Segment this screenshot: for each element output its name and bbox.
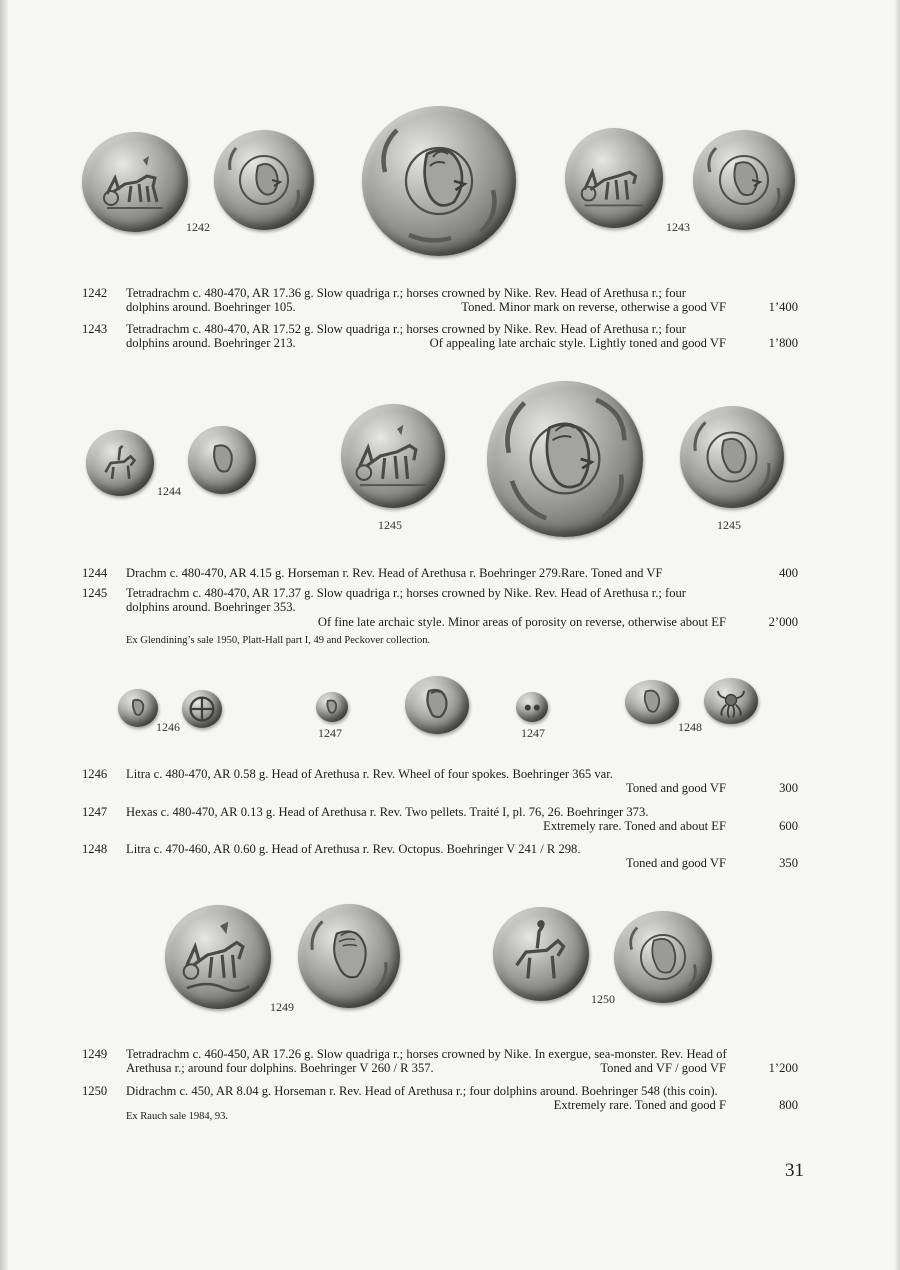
lot-price: 600 bbox=[779, 819, 798, 833]
wheel-image bbox=[182, 690, 222, 728]
lot-number: 1243 bbox=[82, 322, 108, 336]
coin-1243-obverse bbox=[565, 128, 663, 228]
page-number: 31 bbox=[785, 1160, 804, 1181]
coin-1250-reverse bbox=[614, 911, 712, 1003]
lot-condition: Toned and good VF bbox=[626, 781, 726, 795]
lot-1246 bbox=[82, 767, 798, 799]
coin-1248-reverse bbox=[704, 678, 758, 724]
coin-label-1242: 1242 bbox=[186, 220, 210, 234]
lot-number: 1246 bbox=[82, 767, 108, 781]
arethusa-head-image bbox=[405, 676, 469, 734]
coin-1242-reverse bbox=[214, 130, 314, 230]
coin-label-1248: 1248 bbox=[678, 720, 702, 734]
lot-1249 bbox=[82, 1047, 798, 1079]
coin-label-1250: 1250 bbox=[591, 992, 615, 1006]
coin-label-1247-a: 1247 bbox=[318, 726, 342, 740]
lot-1243 bbox=[82, 322, 798, 354]
lot-number: 1244 bbox=[82, 566, 108, 580]
arethusa-head-image bbox=[680, 406, 784, 508]
lot-price: 400 bbox=[779, 566, 798, 580]
coin-1246-reverse bbox=[182, 690, 222, 728]
coin-1249-reverse bbox=[298, 904, 400, 1008]
coin-1247-large bbox=[405, 676, 469, 734]
lot-condition: Of fine late archaic style. Minor areas of porosity on reverse, otherwise about EF bbox=[317, 615, 726, 629]
coin-1250-obverse bbox=[493, 907, 589, 1001]
lot-description-cont: dolphins around. Boehringer 353. bbox=[126, 600, 296, 614]
lot-condition: Of appealing late archaic style. Lightly toned and good VF bbox=[429, 336, 726, 350]
lot-condition: Toned. Minor mark on reverse, otherwise a good VF bbox=[461, 300, 726, 314]
coin-1245-obverse bbox=[341, 404, 445, 508]
lot-1245 bbox=[82, 586, 798, 650]
page-edge-left bbox=[0, 0, 8, 1270]
lot-description: Didrachm c. 450, AR 8.04 g. Horseman r. Rev. Head of Arethusa r.; four dolphins around. Boehringer 548 (this coin). bbox=[126, 1084, 718, 1098]
coin-1243-reverse bbox=[693, 130, 795, 230]
lot-number: 1248 bbox=[82, 842, 108, 856]
horseman-image bbox=[86, 430, 154, 496]
lot-description: Tetradrachm c. 460-450, AR 17.26 g. Slow quadriga r.; horses crowned by Nike. In exergue, sea-monster. Rev. Head of bbox=[126, 1047, 727, 1061]
coin-1243-large-reverse bbox=[362, 106, 516, 256]
lot-description: Drachm c. 480-470, AR 4.15 g. Horseman r. Rev. Head of Arethusa r. Boehringer 279.Rare. Toned and VF bbox=[126, 566, 663, 580]
lot-condition: Toned and VF / good VF bbox=[600, 1061, 726, 1075]
lot-price: 300 bbox=[779, 781, 798, 795]
arethusa-head-image bbox=[362, 106, 516, 256]
coin-label-1247-b: 1247 bbox=[521, 726, 545, 740]
coin-1247-obverse bbox=[316, 692, 348, 722]
arethusa-head-image bbox=[118, 689, 158, 727]
lot-description: Tetradrachm c. 480-470, AR 17.37 g. Slow quadriga r.; horses crowned by Nike. Rev. Head of Arethusa r.; four bbox=[126, 586, 686, 600]
coin-1244-reverse bbox=[188, 426, 256, 494]
lot-description: Litra c. 470-460, AR 0.60 g. Head of Arethusa r. Rev. Octopus. Boehringer V 241 / R 298. bbox=[126, 842, 581, 856]
arethusa-head-image bbox=[188, 426, 256, 494]
page-edge-right bbox=[894, 0, 900, 1270]
arethusa-head-image bbox=[214, 130, 314, 230]
arethusa-head-image bbox=[693, 130, 795, 230]
lot-1247 bbox=[82, 805, 798, 837]
octopus-image bbox=[704, 678, 758, 724]
lot-price: 1’800 bbox=[768, 336, 798, 350]
coin-label-1244: 1244 bbox=[157, 484, 181, 498]
quadriga-image bbox=[565, 128, 663, 228]
lot-provenance: Ex Rauch sale 1984, 93. bbox=[126, 1111, 229, 1122]
coin-1245-reverse bbox=[680, 406, 784, 508]
coin-1246-obverse bbox=[118, 689, 158, 727]
lot-condition: Extremely rare. Toned and about EF bbox=[543, 819, 726, 833]
lot-1244 bbox=[82, 566, 798, 582]
arethusa-head-image bbox=[614, 911, 712, 1003]
coin-1244-obverse bbox=[86, 430, 154, 496]
lot-provenance: Ex Glendining’s sale 1950, Platt-Hall part I, 49 and Peckover collection. bbox=[126, 635, 431, 646]
coin-1247-reverse bbox=[516, 692, 548, 722]
lot-number: 1242 bbox=[82, 286, 108, 300]
lot-description: Tetradrachm c. 480-470, AR 17.52 g. Slow quadriga r.; horses crowned by Nike. Rev. Head of Arethusa r.; four bbox=[126, 322, 686, 336]
quadriga-image bbox=[341, 404, 445, 508]
two-pellets-image bbox=[516, 692, 548, 722]
quadriga-image bbox=[82, 132, 188, 232]
lot-price: 800 bbox=[779, 1098, 798, 1112]
quadriga-image bbox=[165, 905, 271, 1009]
lot-condition: Extremely rare. Toned and good F bbox=[553, 1098, 726, 1112]
arethusa-head-image bbox=[625, 680, 679, 724]
coin-label-1245-a: 1245 bbox=[378, 518, 402, 532]
lot-price: 350 bbox=[779, 856, 798, 870]
coin-1248-obverse bbox=[625, 680, 679, 724]
horseman-image bbox=[493, 907, 589, 1001]
coin-label-1246: 1246 bbox=[156, 720, 180, 734]
arethusa-head-image bbox=[487, 381, 643, 537]
coin-label-1245-b: 1245 bbox=[717, 518, 741, 532]
lot-1248 bbox=[82, 842, 798, 874]
coin-1245-large-reverse bbox=[487, 381, 643, 537]
coin-1249-obverse bbox=[165, 905, 271, 1009]
lot-price: 2’000 bbox=[768, 615, 798, 629]
coin-label-1249: 1249 bbox=[270, 1000, 294, 1014]
lot-description: Tetradrachm c. 480-470, AR 17.36 g. Slow quadriga r.; horses crowned by Nike. Rev. Head of Arethusa r.; four bbox=[126, 286, 686, 300]
lot-condition: Toned and good VF bbox=[626, 856, 726, 870]
lot-description-cont: Arethusa r.; around four dolphins. Boehringer V 260 / R 357. bbox=[126, 1061, 434, 1075]
lot-1250 bbox=[82, 1084, 798, 1128]
lot-description: Litra c. 480-470, AR 0.58 g. Head of Arethusa r. Rev. Wheel of four spokes. Boehringer 365 var. bbox=[126, 767, 613, 781]
lot-description-cont: dolphins around. Boehringer 105. bbox=[126, 300, 296, 314]
lot-number: 1250 bbox=[82, 1084, 108, 1098]
arethusa-head-image bbox=[298, 904, 400, 1008]
lot-description-cont: dolphins around. Boehringer 213. bbox=[126, 336, 296, 350]
lot-price: 1’400 bbox=[768, 300, 798, 314]
lot-number: 1249 bbox=[82, 1047, 108, 1061]
arethusa-head-image bbox=[316, 692, 348, 722]
coin-1242-obverse bbox=[82, 132, 188, 232]
lot-price: 1’200 bbox=[768, 1061, 798, 1075]
lot-number: 1245 bbox=[82, 586, 108, 600]
lot-number: 1247 bbox=[82, 805, 108, 819]
coin-label-1243: 1243 bbox=[666, 220, 690, 234]
lot-description: Hexas c. 480-470, AR 0.13 g. Head of Arethusa r. Rev. Two pellets. Traité I, pl. 76, 26. Boehringer 373. bbox=[126, 805, 649, 819]
lot-1242 bbox=[82, 286, 798, 318]
